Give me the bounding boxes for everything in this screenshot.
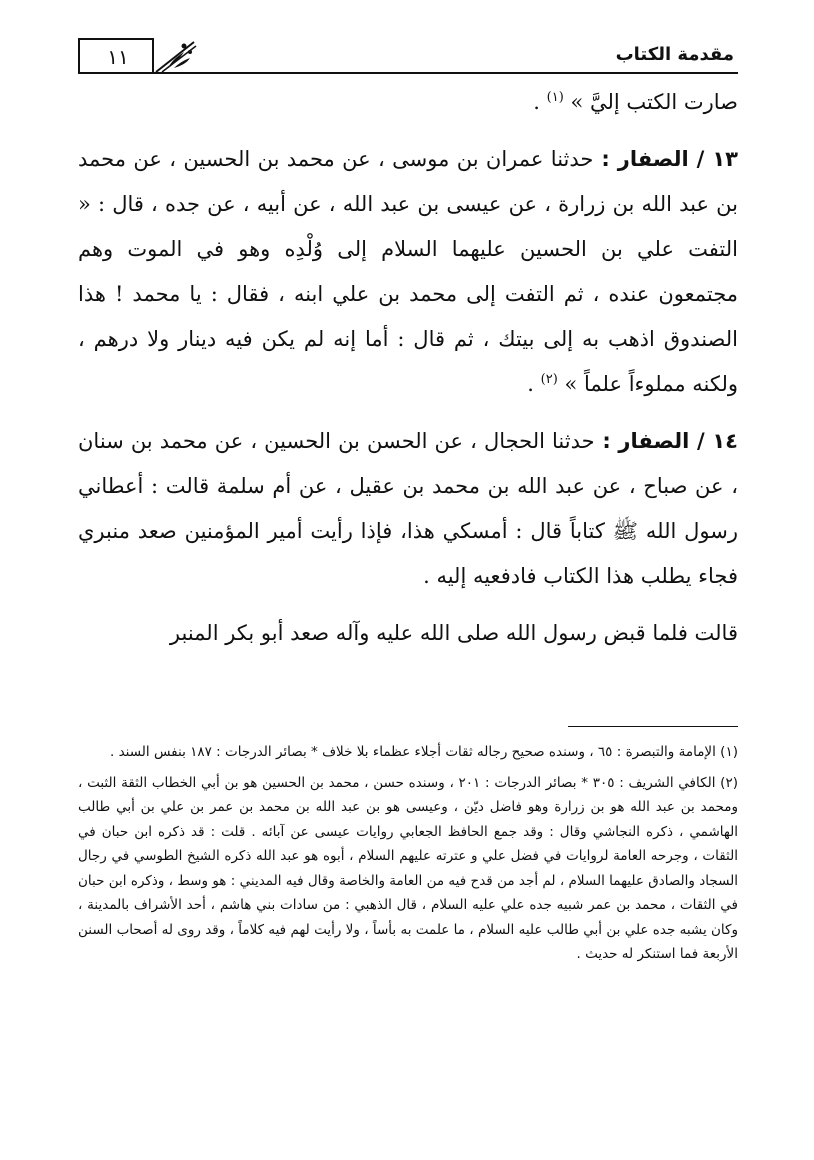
page-number: ١١ xyxy=(107,45,129,69)
paragraph: قالت فلما قبض رسول الله صلى الله عليه وآله صعد أبو بكر المنبر xyxy=(169,621,738,645)
footnote-ref-2: (٢) xyxy=(540,372,558,387)
footnote-divider xyxy=(568,726,738,727)
page-header xyxy=(78,38,738,74)
paragraph-text: حدثنا الحجال ، عن الحسن بن الحسين ، عن محمد بن سنان ، عن صباح ، عن عبد الله بن محمد بن عقيل ، عن أم سلمة قالت : أعطاني رسول الله ﷺ كتاباً قال : أمسكي هذا، فإذا رأيت أمير المؤمنين صعد منبري فجاء يطلب هذا الكتاب فادفعيه إليه . xyxy=(78,429,738,588)
page-number-box xyxy=(78,38,154,72)
paragraph-text: صارت الكتب إليَّ » xyxy=(563,90,738,114)
hadith-number: ١٤ / الصفار : xyxy=(594,429,738,453)
footnote-2: (٢) الكافي الشريف : ٣٠٥ * بصائر الدرجات : ٢٠١ ، وسنده حسن ، محمد بن الحسين هو بن أبي الخطاب الثقة الثبت ، ومحمد بن عبد الله هو بن زرارة وهو فاضل ديّن ، وعيسى هو بن عبد الله بن محمد بن عمر بن علي بن أبي طالب الهاشمي ، ذكره النجاشي وقال : وقد جمع الحافظ الجعابي روايات عيسى عن آبائه . قلت : قد ذكره ابن حبان في الثقات ، وجرحه العامة لروايات في فضل علي و عترته عليهم السلام ، أبوه هو عبد الله ذكره الشيخ الطوسي في رجال السجاد والصادق عليهما السلام ، لم أجد من قدح فيه من العامة والخاصة وقال فيه المديني : هو وسط ، وذكره ابن حبان في الثقات ، محمد بن عمر شبيه جده علي عليه السلام ، قال الذهبي : من سادات بني هاشم ، أحد الأشراف بالمدينة ، وكان يشبه جده علي بن أبي طالب عليه السلام ، ما علمت به بأساً ، ولا رأيت لهم فيه كلاماً ، وقد روى له أصحاب السنن الأربعة فما استنكر له حديث . xyxy=(78,774,738,962)
hadith-14 xyxy=(78,419,738,599)
running-title: مقدمة الكتاب xyxy=(615,44,734,65)
paragraph-continuation xyxy=(78,80,738,125)
paragraph-end: . xyxy=(533,90,547,114)
footnote-1: (١) الإمامة والتبصرة : ٦٥ ، وسنده صحيح رجاله ثقات أجلاء عظماء بلا خلاف * بصائر الدرجات : ١٨٧ بنفس السند . xyxy=(110,744,738,760)
hadith-13 xyxy=(78,137,738,407)
footnote-ref-1: (١) xyxy=(546,90,564,105)
paragraph-text: حدثنا عمران بن موسى ، عن محمد بن الحسين ، عن محمد بن عبد الله بن زرارة ، عن عيسى بن عبد الله ، عن أبيه ، عن جده ، قال : « التفت علي بن الحسين عليهما السلام إلى وُلْدِه وهو في الموت وهم مجتمعون عنده ، ثم التفت إلى محمد بن علي ابنه ، فقال : يا محمد ! هذا الصندوق اذهب به إلى بيتك ، ثم قال : أما إنه لم يكن فيه دينار ولا درهم ، ولكنه مملوءاً علماً » xyxy=(78,147,738,396)
paragraph-end: . xyxy=(527,372,541,396)
main-text xyxy=(78,80,738,656)
footnotes xyxy=(78,740,738,973)
hadith-number: ١٣ / الصفار : xyxy=(593,147,738,171)
corner-ornament-icon xyxy=(154,38,198,74)
